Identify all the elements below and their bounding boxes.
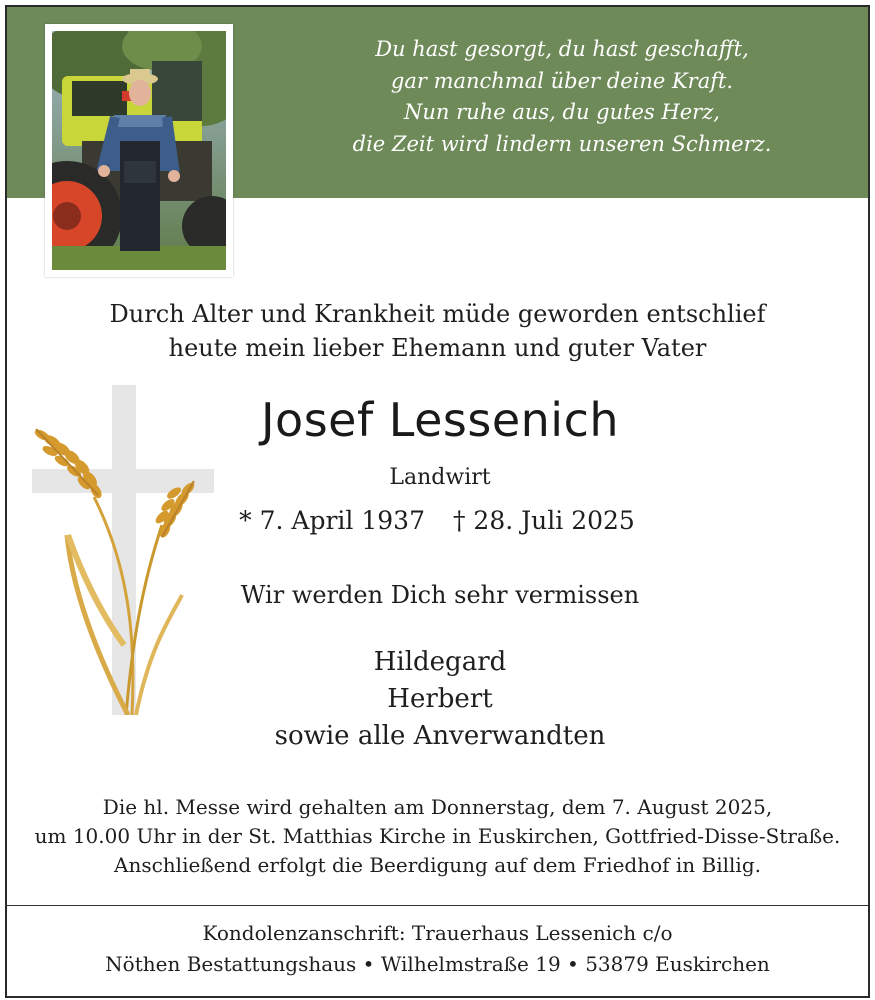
divider (7, 905, 868, 906)
family-names (220, 644, 660, 755)
verse-line: die Zeit wird lindern unseren Schmerz. (352, 131, 772, 156)
verse-line: Nun ruhe aus, du gutes Herz, (404, 100, 720, 124)
portrait-image (52, 31, 226, 270)
profession: Landwirt (389, 465, 491, 490)
service-details (7, 793, 868, 880)
family-member: sowie alle Anverwandten (274, 721, 606, 751)
farewell-message: Wir werden Dich sehr vermissen (240, 581, 640, 609)
portrait-photo (45, 24, 233, 277)
service-line: Anschließend erfolgt die Beerdigung auf dem Friedhof in Billig. (114, 853, 761, 877)
intro-line: heute mein lieber Ehemann und guter Vater (168, 334, 707, 362)
condolence-address (7, 918, 868, 980)
verse-line: gar manchmal über deine Kraft. (390, 68, 734, 93)
contact-line: Nöthen Bestattungshaus • Wilhelmstraße 19 • 53879 Euskirchen (105, 952, 770, 976)
family-member: Hildegard (373, 647, 507, 677)
contact-line: Kondolenzanschrift: Trauerhaus Lessenich c/o (202, 921, 673, 945)
verse-text (257, 34, 867, 160)
intro-line: Durch Alter und Krankheit müde geworden entschlief (109, 300, 766, 328)
family-member: Herbert (387, 684, 493, 714)
service-line: Die hl. Messe wird gehalten am Donnerstag, dem 7. August 2025, (102, 795, 773, 819)
birth-date: * 7. April 1937 (239, 506, 425, 535)
death-date: † 28. Juli 2025 (452, 506, 635, 535)
service-line: um 10.00 Uhr in der St. Matthias Kirche in Euskirchen, Gottfried-Disse-Straße. (34, 824, 841, 848)
deceased-name: Josef Lessenich (260, 393, 620, 447)
verse-line: Du hast gesorgt, du hast geschafft, (375, 37, 749, 61)
life-dates (227, 506, 647, 535)
intro-text (7, 297, 868, 365)
obituary-notice (5, 5, 870, 998)
